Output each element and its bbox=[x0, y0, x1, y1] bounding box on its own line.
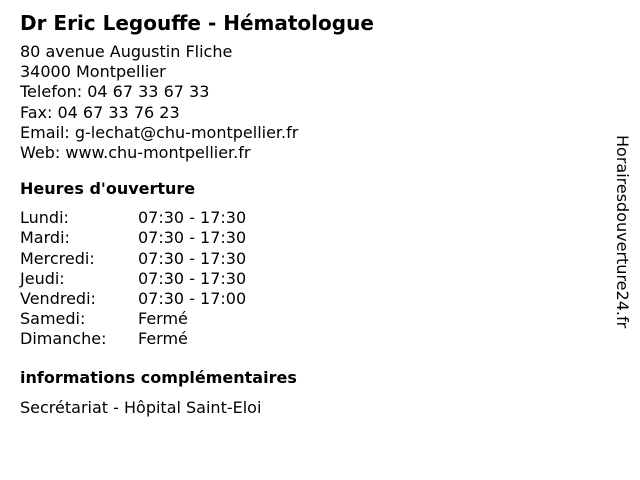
hours-row bbox=[20, 249, 600, 269]
day-label: Lundi: bbox=[20, 208, 69, 228]
hours-row bbox=[20, 228, 600, 248]
day-label: Samedi: bbox=[20, 309, 86, 329]
site-watermark: Horairesdouverture24.fr bbox=[613, 135, 632, 329]
contact-block bbox=[20, 42, 600, 163]
hours-row bbox=[20, 208, 600, 228]
hours-row bbox=[20, 269, 600, 289]
time-value: 07:30 - 17:30 bbox=[138, 268, 247, 288]
hours-heading: Heures d'ouverture bbox=[20, 179, 196, 199]
hours-row bbox=[20, 329, 600, 349]
hours-row bbox=[20, 289, 600, 309]
hours-table bbox=[20, 208, 600, 349]
phone-line: Telefon: 04 67 33 67 33 bbox=[20, 82, 210, 102]
day-label: Vendredi: bbox=[20, 289, 96, 309]
time-value: 07:30 - 17:00 bbox=[138, 289, 247, 309]
day-label: Jeudi: bbox=[20, 268, 65, 288]
time-value: 07:30 - 17:30 bbox=[138, 208, 247, 228]
hours-row bbox=[20, 309, 600, 329]
time-value: 07:30 - 17:30 bbox=[138, 228, 247, 248]
day-label: Mardi: bbox=[20, 228, 70, 248]
page-title: Dr Eric Legouffe - Hématologue bbox=[20, 11, 374, 35]
street-address: 80 avenue Augustin Fliche bbox=[20, 42, 233, 61]
time-value: Fermé bbox=[138, 309, 188, 329]
time-value: 07:30 - 17:30 bbox=[138, 248, 247, 268]
day-label: Mercredi: bbox=[20, 248, 95, 268]
info-heading: informations complémentaires bbox=[20, 367, 297, 387]
email-line: Email: g-lechat@chu-montpellier.fr bbox=[20, 122, 299, 142]
day-label: Dimanche: bbox=[20, 329, 107, 349]
info-text: Secrétariat - Hôpital Saint-Eloi bbox=[20, 397, 262, 417]
listing-card bbox=[20, 10, 600, 418]
web-line: Web: www.chu-montpellier.fr bbox=[20, 143, 251, 163]
time-value: Fermé bbox=[138, 329, 188, 349]
city-line: 34000 Montpellier bbox=[20, 62, 166, 82]
fax-line: Fax: 04 67 33 76 23 bbox=[20, 102, 180, 122]
